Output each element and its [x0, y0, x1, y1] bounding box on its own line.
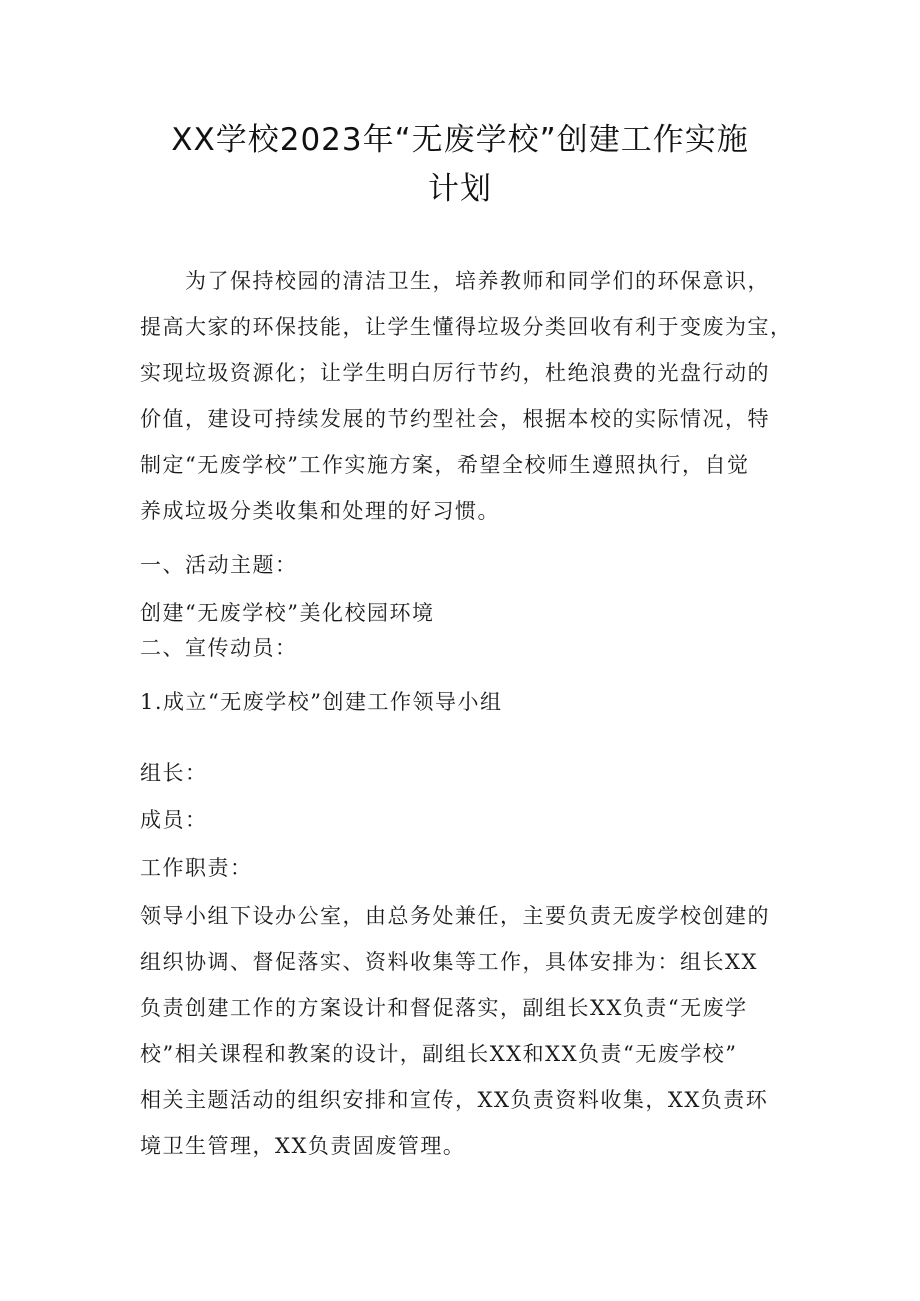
duties-line: 相关主题活动的组织安排和宣传，XX负责资料收集，XX负责环 [140, 1088, 769, 1112]
duties-paragraph [140, 893, 800, 1169]
section1-content: 创建“无废学校”美化校园环境 [140, 601, 435, 625]
intro-line: 养成垃圾分类收集和处理的好习惯。 [140, 499, 500, 523]
intro-paragraph [140, 258, 800, 534]
duties-label: 工作职责： [140, 856, 253, 880]
intro-line: 价值，建设可持续发展的节约型社会，根据本校的实际情况，特 [140, 407, 770, 431]
intro-line: 提高大家的环保技能，让学生懂得垃圾分类回收有利于变废为宝， [140, 315, 793, 339]
item1-heading: 1.成立“无废学校”创建工作领导小组 [140, 690, 503, 714]
section2-heading: 二、宣传动员： [140, 636, 298, 660]
members-label: 成员： [140, 808, 208, 832]
intro-line: 为了保持校园的清洁卫生，培养教师和同学们的环保意识， [140, 269, 770, 293]
section1-heading: 一、活动主题： [140, 553, 298, 577]
document-title-line2: 计划 [428, 171, 492, 207]
duties-line: 负责创建工作的方案设计和督促落实，副组长XX负责“无废学 [140, 996, 748, 1020]
document-title-line1: XX学校2023年“无废学校”创建工作实施 [171, 122, 749, 158]
duties-line: 境卫生管理，XX负责固废管理。 [140, 1134, 466, 1158]
duties-line: 组织协调、督促落实、资料收集等工作，具体安排为：组长XX [140, 950, 758, 974]
duties-line: 领导小组下设办公室，由总务处兼任，主要负责无废学校创建的 [140, 904, 770, 928]
duties-line: 校”相关课程和教案的设计，副组长XX和XX负责“无废学校” [140, 1042, 738, 1066]
intro-line: 制定“无废学校”工作实施方案，希望全校师生遵照执行，自觉 [140, 453, 750, 477]
intro-line: 实现垃圾资源化；让学生明白厉行节约，杜绝浪费的光盘行动的 [140, 361, 770, 385]
leader-label: 组长： [140, 761, 208, 785]
